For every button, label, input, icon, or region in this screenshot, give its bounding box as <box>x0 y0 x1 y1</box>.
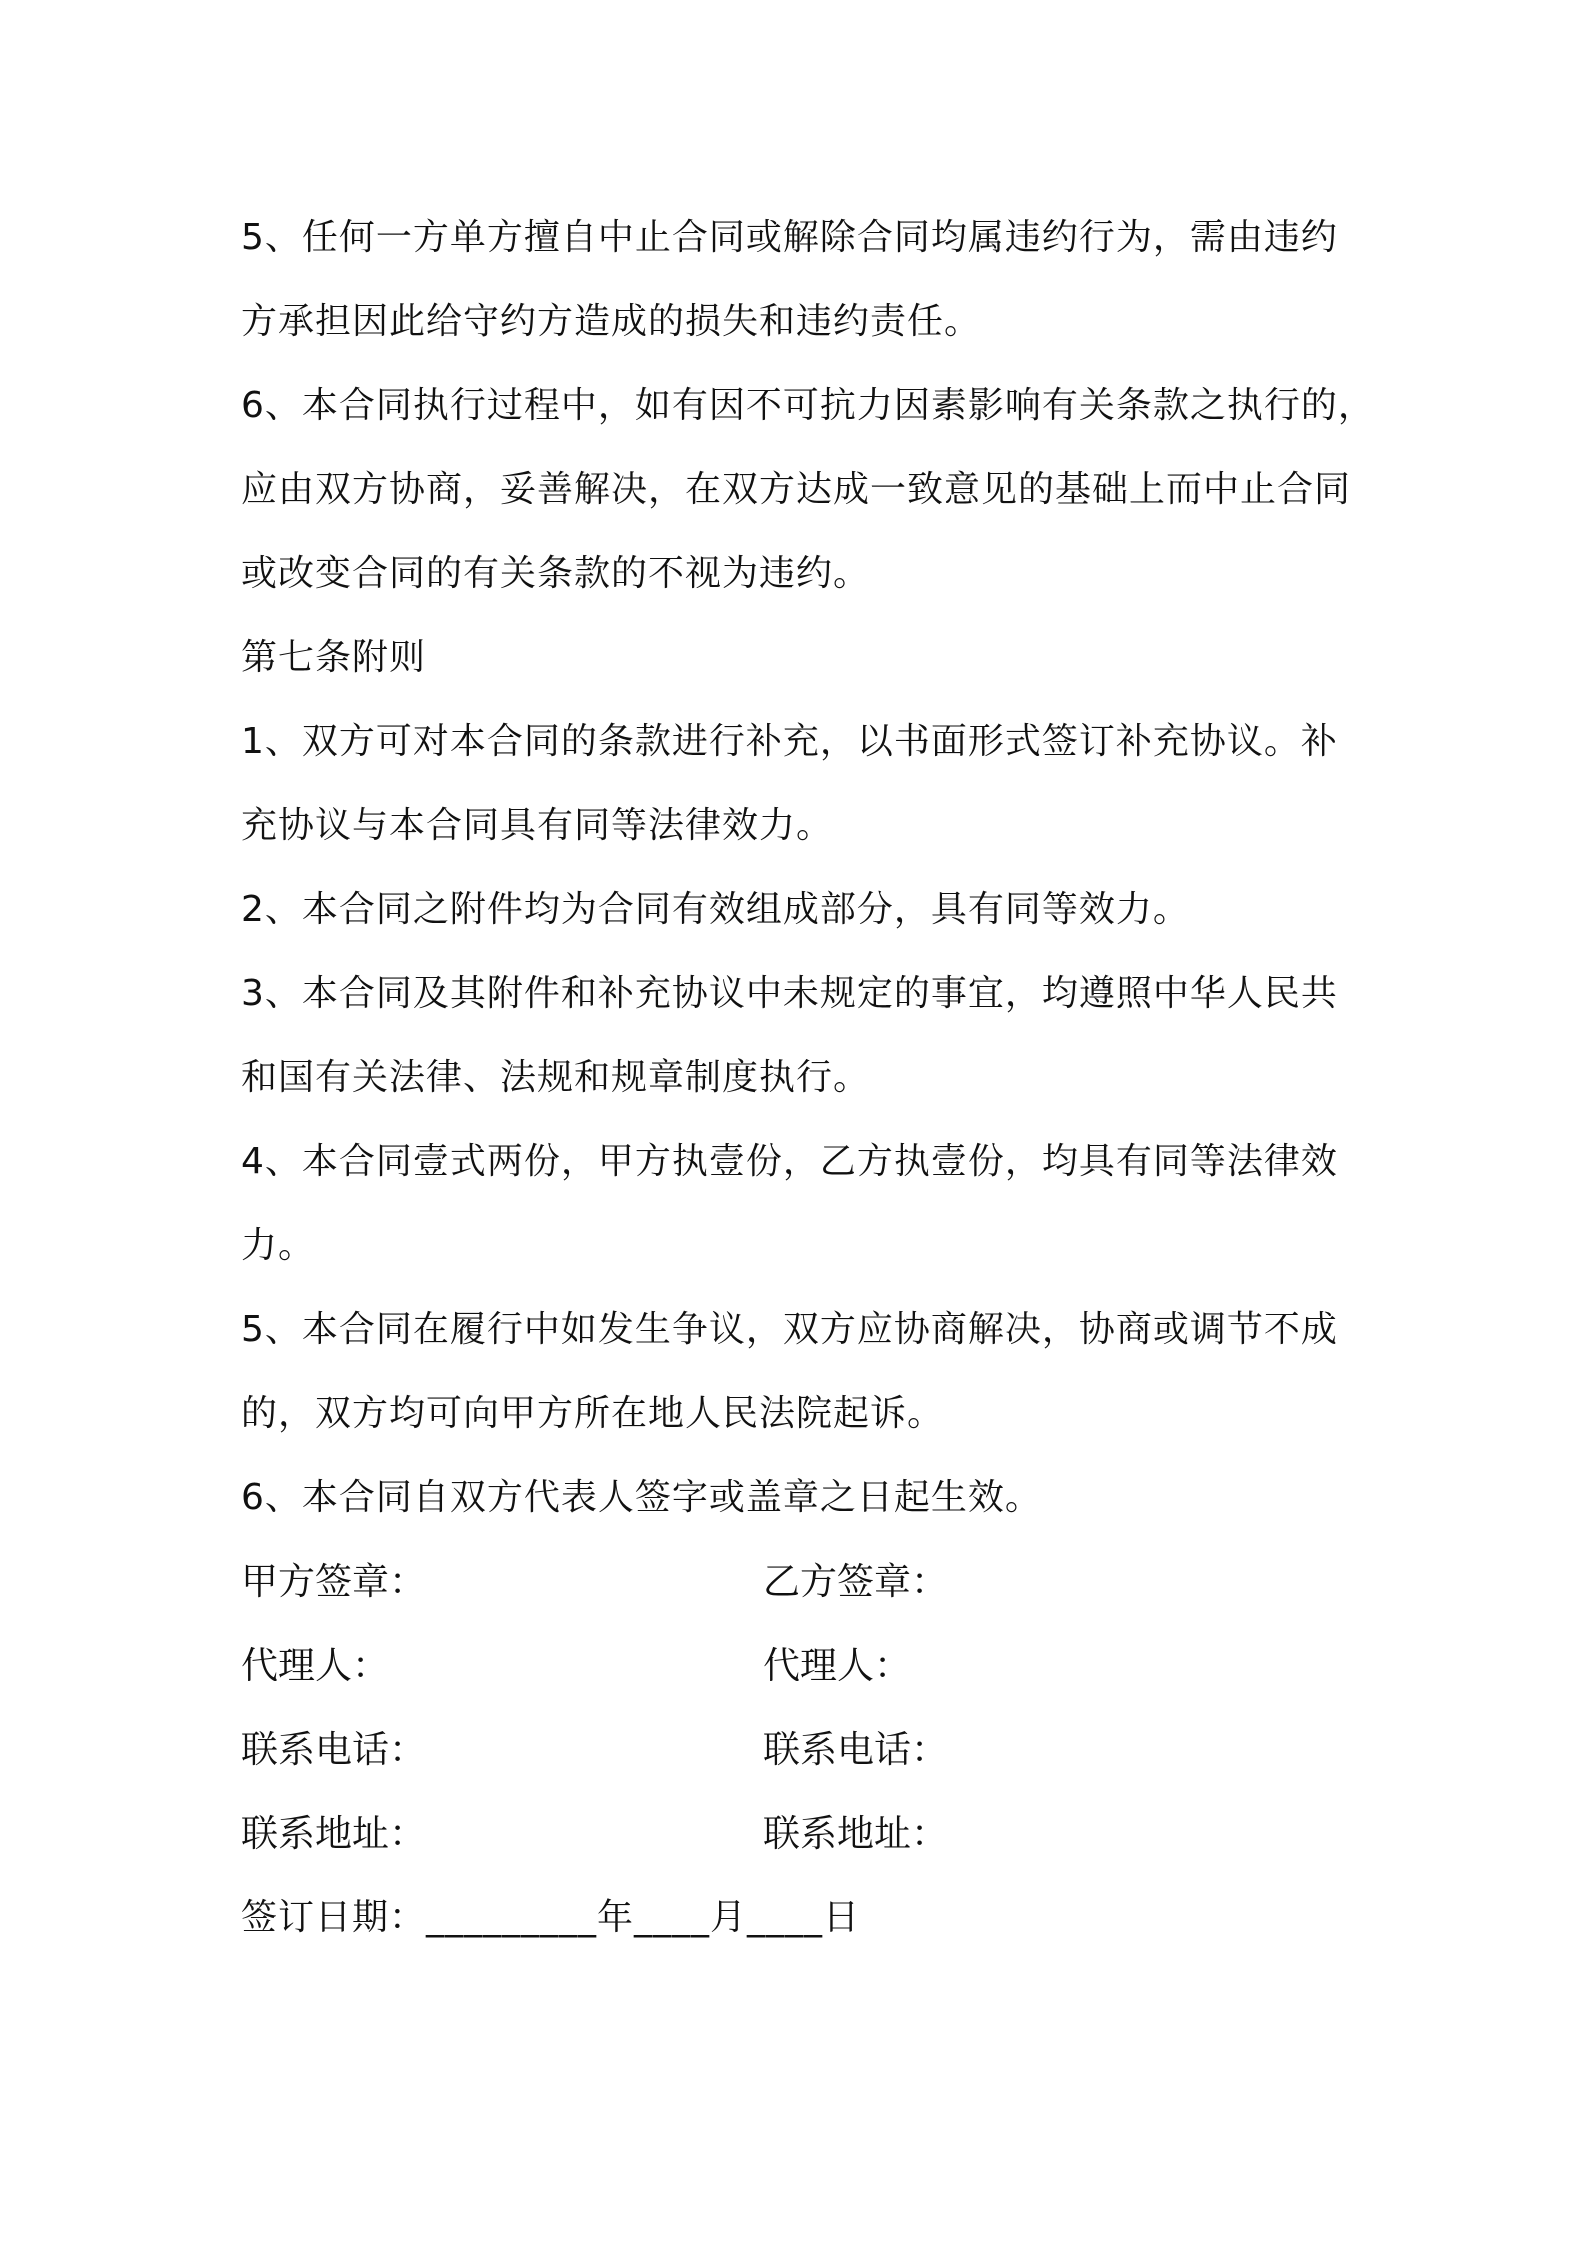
text-line: 的，双方均可向甲方所在地人民法院起诉。 <box>241 1393 945 1434</box>
text-line: 2、本合同之附件均为合同有效组成部分，具有同等效力。 <box>241 889 1190 930</box>
contract-text <box>241 196 1381 1960</box>
party-b-seal-label: 乙方签章： <box>763 1560 948 1603</box>
signature-row <box>241 1540 1381 1624</box>
signature-row <box>241 1708 1381 1792</box>
signing-date-line: 签订日期：_________年____月____日 <box>241 1897 861 1938</box>
text-line: 5、任何一方单方擅自中止合同或解除合同均属违约行为，需由违约 <box>241 217 1338 258</box>
section-heading: 第七条附则 <box>241 637 427 678</box>
text-line: 方承担因此给守约方造成的损失和违约责任。 <box>241 301 982 342</box>
party-b-agent-label: 代理人： <box>763 1644 911 1687</box>
text-line: 和国有关法律、法规和规章制度执行。 <box>241 1057 871 1098</box>
text-line: 力。 <box>241 1225 316 1266</box>
party-b-address-label: 联系地址： <box>763 1812 948 1855</box>
text-line: 应由双方协商，妥善解决，在双方达成一致意见的基础上而中止合同 <box>241 469 1352 510</box>
signature-row <box>241 1792 1381 1876</box>
party-b-phone-label: 联系电话： <box>763 1728 948 1771</box>
party-a-seal-label: 甲方签章： <box>241 1560 426 1603</box>
party-a-phone-label: 联系电话： <box>241 1728 426 1771</box>
text-line: 充协议与本合同具有同等法律效力。 <box>241 805 834 846</box>
text-line: 6、本合同执行过程中，如有因不可抗力因素影响有关条款之执行的， <box>241 385 1375 426</box>
party-a-agent-label: 代理人： <box>241 1644 389 1687</box>
text-line: 6、本合同自双方代表人签字或盖章之日起生效。 <box>241 1477 1042 1518</box>
text-line: 4、本合同壹式两份，甲方执壹份，乙方执壹份，均具有同等法律效 <box>241 1141 1338 1182</box>
signature-row <box>241 1624 1381 1708</box>
text-line: 1、双方可对本合同的条款进行补充，以书面形式签订补充协议。补 <box>241 721 1338 762</box>
text-line: 或改变合同的有关条款的不视为违约。 <box>241 553 871 594</box>
text-line: 3、本合同及其附件和补充协议中未规定的事宜，均遵照中华人民共 <box>241 973 1338 1014</box>
party-a-address-label: 联系地址： <box>241 1812 426 1855</box>
text-line: 5、本合同在履行中如发生争议，双方应协商解决，协商或调节不成 <box>241 1309 1338 1350</box>
